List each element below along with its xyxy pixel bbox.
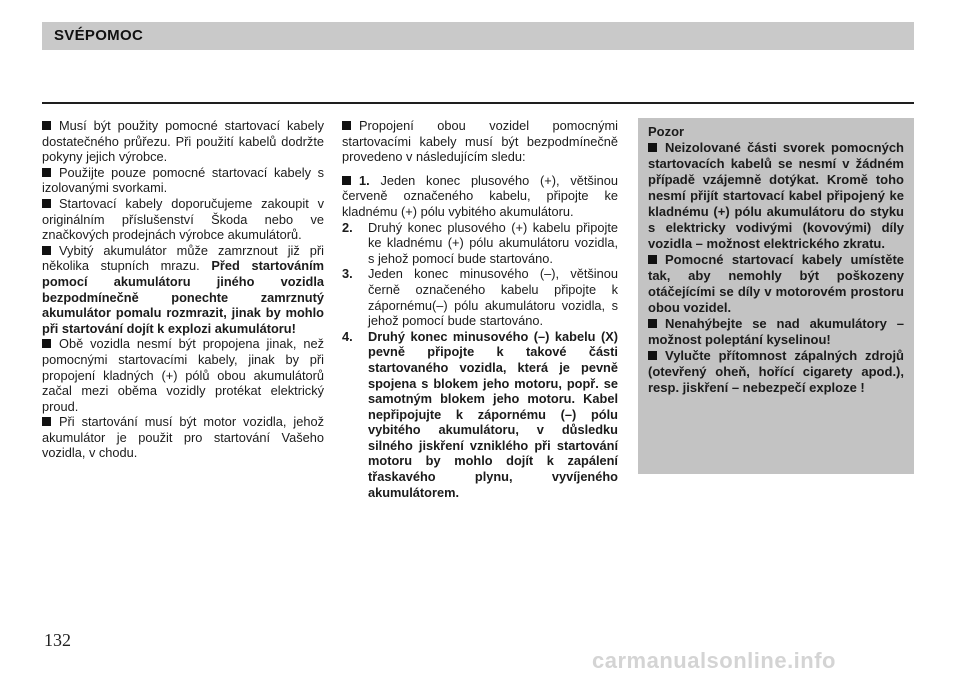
left-column (42, 118, 324, 461)
step-3-number: 3. (342, 266, 353, 282)
paragraph-4-text: Vybitý akumulátor může zamrznout již při několika stupních mrazu. (42, 242, 324, 274)
step-3 (342, 266, 618, 328)
square-bullet-icon (42, 417, 51, 426)
paragraph-1-text: Musí být použity pomocné startovací kabely dostatečného průřezu. Při použití kabelů dodržte pokyny jejich výrobce. (42, 118, 324, 165)
paragraph-3-text: Startovací kabely doporučujeme zakoupit v originálním příslušenství Škoda nebo ve značkových prodejnách výrobce akumulátorů. (42, 195, 324, 243)
warning-item-3 (648, 316, 904, 348)
page-number: 132 (44, 630, 71, 650)
step-2 (342, 220, 618, 267)
square-bullet-icon (42, 339, 51, 348)
warning-title: Pozor (648, 124, 685, 139)
square-bullet-icon (42, 168, 51, 177)
square-bullet-icon (342, 176, 351, 185)
square-bullet-icon (342, 121, 351, 130)
paragraph-2-text: Použijte pouze pomocné startovací kabely s izolovanými svorkami. (42, 164, 324, 196)
warning-item-3-text: Nenahýbejte se nad akumulátory – možnost poleptání kyselinou! (648, 316, 904, 347)
warning-item-4-text: Vylučte přítomnost zápalných zdrojů (otevřený oheň, hořící cigarety apod.), resp. jiskření – nebezpečí exploze ! (648, 348, 904, 395)
step-3-text: Jeden konec minusového (–), většinou černě označeného kabelu připojte k zápornému(–) pólu akumulátoru vozidla, s jehož pomocí bude startováno. (368, 266, 618, 329)
intro-paragraph (342, 118, 618, 165)
paragraph-6 (42, 414, 324, 461)
paragraph-6-text: Při startování musí být motor vozidla, jehož akumulátor je použit pro startování Vašeho vozidla, v chodu. (42, 414, 324, 461)
square-bullet-icon (42, 199, 51, 208)
intro-text: Propojení obou vozidel pomocnými startovacími kabely musí být bezpodmínečně provedeno v následujícím sledu: (342, 118, 618, 165)
warning-item-2 (648, 252, 904, 316)
square-bullet-icon (648, 319, 657, 328)
paragraph-5 (42, 336, 324, 414)
warning-item-1 (648, 140, 904, 252)
paragraph-2 (42, 165, 324, 196)
section-header-bar (42, 22, 914, 50)
warning-item-2-text: Pomocné startovací kabely umístěte tak, aby nemohly být poškozeny otáčejícími se díly v motorovém prostoru obou vozidel. (648, 252, 904, 315)
square-bullet-icon (648, 255, 657, 264)
section-title: SVÉPOMOC (54, 27, 144, 44)
warning-item-4 (648, 348, 904, 396)
square-bullet-icon (648, 143, 657, 152)
paragraph-1 (42, 118, 324, 165)
paragraph-4 (42, 243, 324, 337)
watermark: carmanualsonline.info (592, 648, 836, 673)
paragraph-3 (42, 196, 324, 243)
middle-column (342, 118, 618, 500)
step-4-text: Druhý konec minusového (–) kabelu (X) pevně připojte k takové části startovaného vozidla, která je pevně spojena s blokem jeho motoru, popř. se samotným blokem jeho motoru. Kabel nepřipojujte k zápornému (–) pólu vybitého akumulátoru, v důsledku silného jiskření vzniklého při startování motoru by mohlo dojít k zapálení třaskavého plynu, vyvíjeného akumulátorem. (368, 328, 618, 500)
paragraph-5-text: Obě vozidla nesmí být propojena jinak, než pomocnými startovacími kabely, jinak by při propojení kladných (+) pólů obou akumulátorů začal mezi oběma vozidly protékat elektrický proud. (42, 336, 324, 414)
step-1 (342, 173, 618, 220)
step-4 (342, 329, 618, 501)
step-1-number: 1. (359, 172, 370, 188)
square-bullet-icon (648, 351, 657, 360)
square-bullet-icon (42, 246, 51, 255)
paragraph-4-bold-text: Před startováním pomocí akumulátoru jiného vozidla bezpodmínečně ponechte zamrznutý akumulátor pomalu rozmrazit, jinak by mohlo při startování dojít k explozi akumulátoru! (42, 258, 325, 336)
step-1-text: Jeden konec plusového (+), většinou červeně označeného kabelu, připojte ke kladnému (+) pólu vybitého akumulátoru. (342, 172, 618, 219)
square-bullet-icon (42, 121, 51, 130)
step-2-text: Druhý konec plusového (+) kabelu připojte ke kladnému (+) pólu akumulátoru vozidla, s jehož pomocí bude startováno. (368, 219, 618, 266)
step-2-number: 2. (342, 219, 353, 235)
step-4-number: 4. (342, 328, 353, 344)
warning-item-1-text: Neizolované části svorek pomocných startovacích kabelů se nesmí v žádném případě vzájemně dotýkat. Kromě toho nesmí přijít startovací kabel připojený ke kladnému (+) pólu akumulátoru do styku s elektricky vodivými (kovovými) díly vozidla – možnost elektrického zkratu. (648, 140, 904, 251)
horizontal-rule (42, 102, 914, 104)
warning-box (638, 118, 914, 474)
